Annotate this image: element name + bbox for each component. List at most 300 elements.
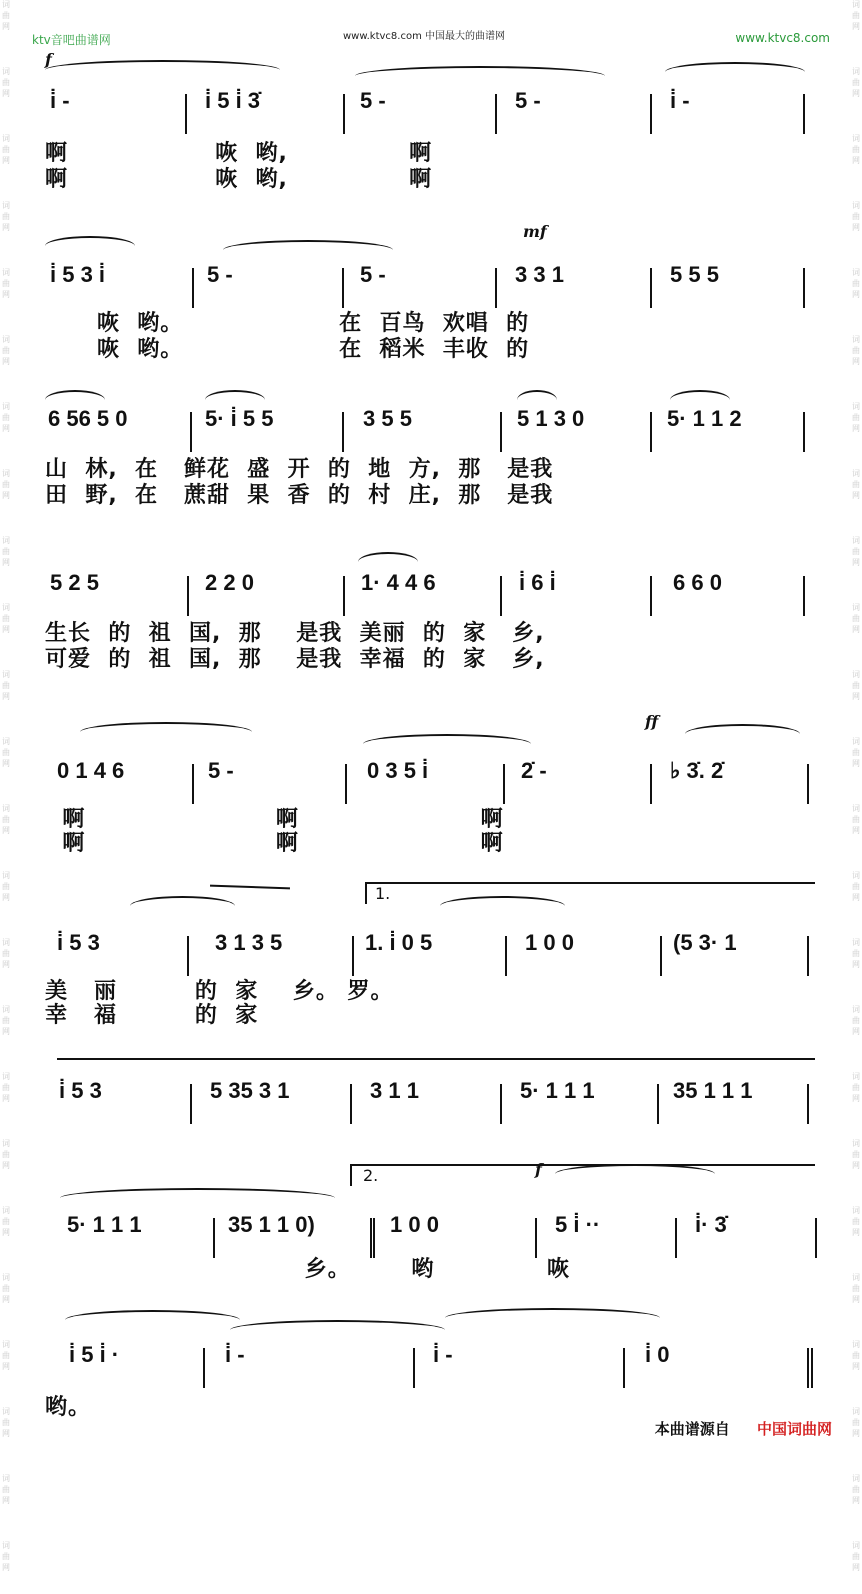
barline [660, 936, 662, 976]
watermark-gap [0, 904, 12, 924]
measure: 2̇ - [521, 758, 547, 783]
barline [807, 764, 809, 804]
watermark-char: 词 [2, 201, 10, 210]
left-watermark-strip [0, 0, 12, 1572]
dynamic-mark: f [45, 50, 52, 69]
watermark-char: 曲 [2, 1150, 10, 1159]
measure: 1 0 0 [390, 1212, 439, 1237]
barline [623, 1348, 625, 1388]
watermark-char: 词 [852, 268, 860, 277]
measure: i̇ 5 i̇ · [69, 1342, 120, 1367]
barline [342, 268, 344, 308]
watermark-char: 曲 [2, 1418, 10, 1427]
watermark-char: 曲 [2, 949, 10, 958]
watermark-char: 曲 [2, 748, 10, 757]
barline [352, 936, 354, 976]
watermark-gap [0, 1038, 12, 1058]
watermark-char: 曲 [2, 614, 10, 623]
watermark-gap [850, 703, 862, 723]
slur [65, 1310, 240, 1330]
barline [350, 1084, 352, 1124]
measure: i̇ 6 i̇ [519, 570, 556, 595]
watermark-char: 词 [852, 469, 860, 478]
watermark-gap [0, 1239, 12, 1259]
barline [190, 1084, 192, 1124]
watermark-char: 曲 [852, 882, 860, 891]
watermark-gap [850, 770, 862, 790]
watermark-char: 网 [852, 826, 860, 835]
watermark-gap [850, 1440, 862, 1460]
barline [503, 764, 505, 804]
watermark-char: 曲 [852, 1284, 860, 1293]
watermark-char: 词 [852, 1340, 860, 1349]
watermark-char: 词 [2, 134, 10, 143]
slur [363, 734, 531, 754]
watermark-gap [0, 1507, 12, 1527]
measure: (5 3· 1 [673, 930, 737, 955]
watermark-char: 词 [2, 67, 10, 76]
watermark-gap [0, 569, 12, 589]
barline [345, 764, 347, 804]
watermark-char: 网 [2, 1094, 10, 1103]
measure: 1· 4 4 6 [361, 570, 436, 595]
watermark-char: 网 [852, 1295, 860, 1304]
watermark-char: 网 [2, 290, 10, 299]
watermark-gap [850, 837, 862, 857]
watermark-gap [850, 502, 862, 522]
watermark-char: 网 [852, 1161, 860, 1170]
watermark-char: 网 [2, 960, 10, 969]
watermark-gap [850, 904, 862, 924]
watermark-gap [0, 1105, 12, 1125]
slur [445, 1308, 660, 1328]
watermark-char: 网 [852, 960, 860, 969]
watermark-char: 曲 [2, 1217, 10, 1226]
measure: i̇ 5 3 [57, 930, 100, 955]
slur [358, 552, 418, 572]
barline [495, 94, 497, 134]
watermark-char: 网 [2, 1496, 10, 1505]
measure: ♭ 3̇. 2̇ [670, 758, 724, 783]
final-barline [807, 1348, 816, 1388]
watermark-char: 曲 [852, 1485, 860, 1494]
measure: 5· 1 1 1 [67, 1212, 142, 1237]
lyric-line-1: 生长 的 祖 国, 那 是我 美丽 的 家 乡, [45, 621, 545, 646]
watermark-gap [850, 435, 862, 455]
watermark-char: 词 [2, 335, 10, 344]
watermark-gap [850, 1105, 862, 1125]
barline [815, 1218, 817, 1258]
slur [555, 1164, 715, 1184]
watermark-gap [0, 1373, 12, 1393]
watermark-gap [0, 100, 12, 120]
lyric-line-1: 咴 哟。 在 百鸟 欢唱 的 [45, 311, 530, 336]
slur [685, 724, 800, 744]
barline [657, 1084, 659, 1124]
watermark-char: 曲 [2, 78, 10, 87]
watermark-char: 网 [2, 692, 10, 701]
watermark-gap [850, 301, 862, 321]
measure: 5 1 3 0 [517, 406, 585, 431]
watermark-char: 网 [2, 1027, 10, 1036]
barline [650, 764, 652, 804]
watermark-char: 词 [2, 670, 10, 679]
watermark-char: 曲 [2, 815, 10, 824]
barline [500, 1084, 502, 1124]
measure: 5· 1 1 2 [667, 406, 742, 431]
watermark-char: 曲 [852, 1150, 860, 1159]
watermark-char: 网 [852, 692, 860, 701]
watermark-char: 词 [2, 804, 10, 813]
lyric-line-1: 山 林, 在 鲜花 盛 开 的 地 方, 那 是我 [45, 457, 554, 482]
watermark-char: 曲 [852, 279, 860, 288]
volta-bracket-edge [365, 882, 367, 904]
watermark-char: 曲 [852, 346, 860, 355]
watermark-char: 曲 [2, 681, 10, 690]
slur [230, 1320, 445, 1340]
watermark-char: 曲 [852, 1016, 860, 1025]
watermark-gap [850, 33, 862, 53]
dynamic-mark: mf [523, 222, 547, 241]
watermark-char: 网 [852, 89, 860, 98]
measure: 3 3 1 [515, 262, 564, 287]
watermark-char: 词 [852, 1206, 860, 1215]
watermark-char: 曲 [2, 413, 10, 422]
watermark-char: 曲 [2, 1083, 10, 1092]
slur [440, 896, 565, 916]
watermark-char: 网 [852, 22, 860, 31]
barline [650, 268, 652, 308]
barline [650, 412, 652, 452]
watermark-gap [0, 33, 12, 53]
slur-long [57, 1058, 815, 1060]
watermark-char: 网 [852, 1563, 860, 1572]
watermark-char: 曲 [2, 1351, 10, 1360]
watermark-char: 网 [852, 1027, 860, 1036]
watermark-char: 曲 [852, 1217, 860, 1226]
barline [803, 268, 805, 308]
lyric-line-1: 美 丽 的 家 乡。 罗。 [45, 979, 394, 1004]
lyric-line-2: 啊 啊 啊 [45, 831, 504, 856]
watermark-char: 词 [852, 67, 860, 76]
measure: i̇ - [50, 88, 70, 113]
barline [650, 94, 652, 134]
watermark-gap [0, 301, 12, 321]
watermark-char: 词 [2, 1340, 10, 1349]
watermark-gap [0, 837, 12, 857]
watermark-char: 网 [2, 1429, 10, 1438]
watermark-char: 曲 [2, 480, 10, 489]
watermark-gap [850, 1507, 862, 1527]
watermark-char: 词 [2, 0, 10, 9]
measure: 5 - [360, 262, 386, 287]
watermark-gap [0, 167, 12, 187]
measure: 0 3 5 i̇ [367, 758, 429, 783]
header-right-url: www.ktvc8.com [735, 31, 830, 45]
measure: i̇· 3̇ [695, 1212, 727, 1237]
lyric-line-1: 乡。 哟 咴 [45, 1257, 570, 1282]
watermark-char: 词 [852, 536, 860, 545]
measure: 5 5 5 [670, 262, 719, 287]
watermark-char: 曲 [852, 547, 860, 556]
barline [807, 936, 809, 976]
watermark-char: 曲 [852, 78, 860, 87]
barline [343, 576, 345, 616]
lyric-line-2: 幸 福 的 家 [45, 1003, 259, 1028]
watermark-gap [0, 234, 12, 254]
watermark-char: 词 [2, 1206, 10, 1215]
watermark-char: 曲 [2, 145, 10, 154]
watermark-char: 词 [2, 536, 10, 545]
lyric-line-2: 啊 咴 哟, 啊 [45, 167, 433, 192]
watermark-char: 网 [852, 357, 860, 366]
measure: i̇ 5 i̇ 3̇ [205, 88, 261, 113]
measure: 5 - [208, 758, 234, 783]
slur [45, 236, 135, 256]
watermark-char: 曲 [2, 212, 10, 221]
barline [803, 576, 805, 616]
barline [192, 268, 194, 308]
watermark-char: 网 [2, 826, 10, 835]
watermark-char: 曲 [852, 815, 860, 824]
watermark-char: 词 [2, 268, 10, 277]
volta-bracket-line [365, 882, 815, 884]
watermark-char: 曲 [2, 547, 10, 556]
watermark-gap [0, 703, 12, 723]
slur [60, 1188, 335, 1208]
footer-site-name[interactable]: 中国词曲网 [756, 1420, 832, 1438]
watermark-char: 曲 [852, 1552, 860, 1561]
barline [187, 576, 189, 616]
watermark-char: 网 [2, 156, 10, 165]
watermark-char: 网 [852, 223, 860, 232]
watermark-char: 网 [2, 1563, 10, 1572]
watermark-char: 词 [2, 1474, 10, 1483]
measure: 3 5 5 [363, 406, 412, 431]
measure: 0 1 4 6 [57, 758, 125, 783]
measure: i̇ - [670, 88, 690, 113]
watermark-char: 曲 [852, 145, 860, 154]
watermark-char: 曲 [2, 1485, 10, 1494]
measure: i̇ 0 [645, 1342, 670, 1367]
watermark-gap [850, 569, 862, 589]
dynamic-mark: ff [645, 712, 659, 731]
watermark-gap [850, 100, 862, 120]
header-center-caption: www.ktvc8.com 中国最大的曲谱网 [343, 31, 506, 42]
watermark-gap [0, 502, 12, 522]
measure: 6 56 5 0 [48, 406, 128, 431]
measure: 6 6 0 [673, 570, 722, 595]
header-left-site-name: ktv音吧曲谱网 [32, 33, 111, 47]
watermark-char: 网 [852, 558, 860, 567]
measure: i̇ - [433, 1342, 453, 1367]
watermark-char: 词 [2, 737, 10, 746]
measure: i̇ 5 3 [59, 1078, 102, 1103]
watermark-char: 词 [852, 402, 860, 411]
watermark-char: 网 [852, 893, 860, 902]
watermark-gap [0, 368, 12, 388]
watermark-gap [850, 1373, 862, 1393]
watermark-char: 网 [852, 491, 860, 500]
measure: 5 - [360, 88, 386, 113]
measure: 1. i̇ 0 5 [365, 930, 433, 955]
watermark-char: 网 [2, 759, 10, 768]
volta-number: 2. [363, 1166, 379, 1185]
watermark-char: 曲 [852, 413, 860, 422]
measure: 5 - [207, 262, 233, 287]
measure: 5 2 5 [50, 570, 99, 595]
watermark-gap [0, 971, 12, 991]
measure: 35 1 1 0) [228, 1212, 315, 1237]
watermark-char: 网 [2, 89, 10, 98]
measure: 1 0 0 [525, 930, 574, 955]
watermark-char: 网 [852, 759, 860, 768]
watermark-char: 网 [852, 1496, 860, 1505]
watermark-char: 词 [852, 938, 860, 947]
watermark-char: 曲 [852, 11, 860, 20]
measure: 5 35 3 1 [210, 1078, 290, 1103]
watermark-char: 网 [2, 357, 10, 366]
watermark-char: 曲 [852, 1351, 860, 1360]
barline [187, 936, 189, 976]
watermark-char: 网 [2, 22, 10, 31]
watermark-char: 词 [852, 1005, 860, 1014]
watermark-gap [0, 1172, 12, 1192]
barline [500, 412, 502, 452]
watermark-char: 网 [2, 1362, 10, 1371]
barline [192, 764, 194, 804]
watermark-char: 词 [852, 134, 860, 143]
watermark-char: 词 [852, 1474, 860, 1483]
watermark-char: 词 [2, 603, 10, 612]
measure: 5 - [515, 88, 541, 113]
watermark-gap [850, 1038, 862, 1058]
watermark-gap [0, 770, 12, 790]
measure: i̇ 5 3 i̇ [50, 262, 106, 287]
measure: 5· i̇ 5 5 [205, 406, 274, 431]
watermark-char: 词 [852, 737, 860, 746]
watermark-char: 网 [2, 1295, 10, 1304]
barline [343, 94, 345, 134]
watermark-char: 词 [2, 402, 10, 411]
watermark-gap [0, 1440, 12, 1460]
watermark-char: 网 [2, 424, 10, 433]
watermark-gap [0, 435, 12, 455]
measure: 35 1 1 1 [673, 1078, 753, 1103]
lyric-line-2: 田 野, 在 蔗甜 果 香 的 村 庄, 那 是我 [45, 483, 554, 508]
watermark-char: 词 [852, 1072, 860, 1081]
barline [650, 576, 652, 616]
watermark-gap [850, 1306, 862, 1326]
watermark-char: 网 [2, 491, 10, 500]
measure: 2 2 0 [205, 570, 254, 595]
watermark-char: 曲 [852, 1083, 860, 1092]
measure: 5 i̇ ·· [555, 1212, 601, 1237]
watermark-char: 网 [852, 625, 860, 634]
lyric-line-1: 啊 啊 啊 [45, 807, 504, 832]
lyric-line-1: 啊 咴 哟, 啊 [45, 141, 433, 166]
barline [505, 936, 507, 976]
watermark-char: 词 [2, 469, 10, 478]
watermark-gap [0, 1574, 12, 1594]
watermark-gap [850, 1172, 862, 1192]
watermark-char: 网 [852, 1429, 860, 1438]
watermark-char: 网 [2, 558, 10, 567]
watermark-char: 词 [852, 0, 860, 9]
measure: 3 1 1 [370, 1078, 419, 1103]
watermark-char: 词 [852, 603, 860, 612]
watermark-char: 曲 [2, 11, 10, 20]
watermark-char: 曲 [852, 949, 860, 958]
right-watermark-strip [850, 0, 862, 1572]
watermark-gap [850, 971, 862, 991]
watermark-char: 网 [852, 290, 860, 299]
measure: 3 1 3 5 [215, 930, 283, 955]
barline [803, 94, 805, 134]
barline [342, 412, 344, 452]
watermark-char: 词 [2, 871, 10, 880]
slur [80, 722, 252, 742]
slur [355, 66, 605, 86]
watermark-char: 曲 [2, 1016, 10, 1025]
watermark-char: 网 [852, 1094, 860, 1103]
barline [185, 94, 187, 134]
watermark-gap [0, 1306, 12, 1326]
barline [500, 576, 502, 616]
watermark-char: 网 [2, 893, 10, 902]
footer-source-label: 本曲谱源自 [654, 1420, 730, 1438]
barline [413, 1348, 415, 1388]
watermark-char: 词 [2, 1541, 10, 1550]
measure: i̇ - [225, 1342, 245, 1367]
lyric-line-2: 咴 哟。 在 稻米 丰收 的 [45, 337, 530, 362]
watermark-char: 词 [852, 201, 860, 210]
watermark-char: 网 [852, 424, 860, 433]
lyric-line-1: 哟。 [45, 1395, 92, 1420]
watermark-char: 网 [2, 625, 10, 634]
watermark-char: 词 [2, 1139, 10, 1148]
watermark-char: 词 [2, 938, 10, 947]
watermark-char: 曲 [2, 882, 10, 891]
watermark-char: 词 [852, 1407, 860, 1416]
watermark-char: 词 [852, 871, 860, 880]
watermark-char: 网 [852, 1228, 860, 1237]
watermark-char: 曲 [852, 614, 860, 623]
footer-credit [655, 1418, 832, 1439]
slur [665, 62, 805, 82]
watermark-char: 词 [2, 1072, 10, 1081]
barline [807, 1084, 809, 1124]
measure: 5· 1 1 1 [520, 1078, 595, 1103]
watermark-char: 曲 [2, 346, 10, 355]
watermark-gap [0, 636, 12, 656]
crescendo-hairpin [210, 885, 290, 890]
watermark-char: 曲 [852, 480, 860, 489]
watermark-char: 曲 [852, 212, 860, 221]
watermark-char: 网 [2, 223, 10, 232]
slur [223, 240, 393, 260]
watermark-char: 网 [852, 1362, 860, 1371]
watermark-char: 词 [852, 1139, 860, 1148]
watermark-char: 曲 [852, 681, 860, 690]
watermark-char: 曲 [2, 1552, 10, 1561]
barline [203, 1348, 205, 1388]
watermark-char: 曲 [2, 1284, 10, 1293]
watermark-gap [850, 1239, 862, 1259]
volta-number: 1. [375, 884, 391, 903]
watermark-gap [850, 368, 862, 388]
barline [190, 412, 192, 452]
